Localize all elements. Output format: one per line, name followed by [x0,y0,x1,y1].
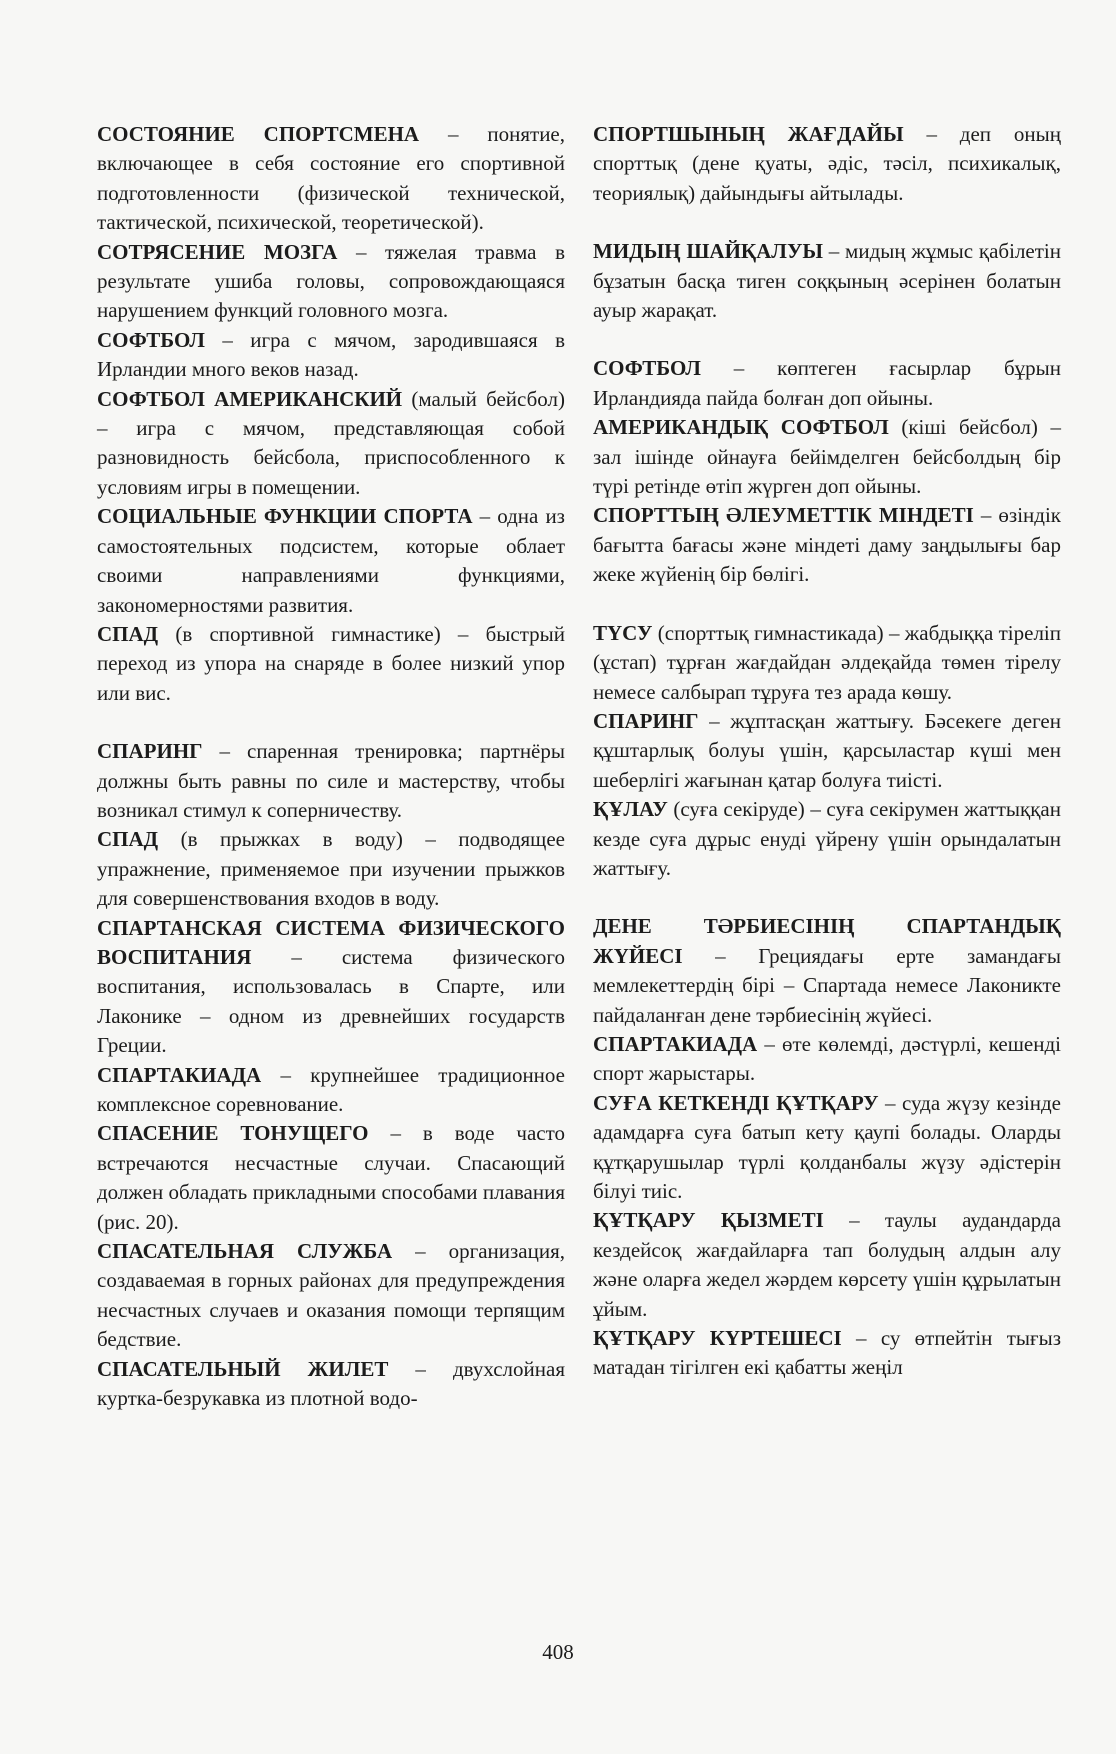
kazakh-column [593,120,1061,1383]
ru-definition: – игра с мячом, зародившаяся в Ирландии много веков назад. [97,327,565,382]
ru-term: СПАСЕНИЕ ТОНУЩЕГО [97,1121,369,1146]
ru-definition: – одна из самостоятельных подсистем, которые облает своими направлениями функциями, закономерностями развития. [97,504,565,617]
kz-term: МИДЫҢ ШАЙҚАЛУЫ [593,239,823,264]
ru-term: СОФТБОЛ [97,327,205,352]
kz-definition: – мидың жұмыс қабілетін бұзатын басқа тиген соққының әсерінен болатын ауыр жарақат. [593,239,1061,323]
kz-entry [593,1206,1061,1324]
kz-term: СПОРТТЫҢ ӘЛЕУМЕТТІК МІНДЕТІ [593,503,974,528]
ru-entry [97,1061,565,1120]
kz-definition: – суда жүзу кезінде адамдарға суға батып кету қаупі болады. Оларды құтқарушылар түрлі қолданбалы жүзу әдістерін білуі тиіс. [593,1090,1061,1203]
kz-definition: – таулы аудандарда кездейсоқ жағдайларға тап болудың алдын алу және оларға жедел жәрдем көрсету үшін құрылатын ұйым. [593,1208,1062,1321]
ru-term: СОФТБОЛ АМЕРИКАНСКИЙ [97,386,403,411]
ru-term: СПАРИНГ [97,739,203,764]
ru-definition: – тяжелая травма в результате ушиба головы, сопровождающаяся нарушением функций головного мозга. [97,239,565,323]
ru-entry [97,1355,565,1414]
kz-definition: – Грециядағы ерте замандағы мемлекеттердің бірі – Спартада немесе Лаконикте пайдаланған дене тәрбиесінің жүйесі. [593,943,1061,1027]
ru-definition: – в воде часто встречаются несчастные случаи. Спасающий должен обладать прикладными способами плавания (рис. 20). [97,1121,565,1234]
kz-entry [593,1324,1061,1383]
ru-definition: – крупнейшее традиционное комплексное соревнование. [97,1062,565,1116]
ru-definition: – двухслойная куртка-безрукавка из плотной водо- [97,1356,565,1411]
kz-definition: – су өтпейтін тығыз матадан тігілген екі қабатты жеңіл [593,1326,1062,1380]
ru-term: СОСТОЯНИЕ СПОРТСМЕНА [97,122,420,146]
kz-term: ДЕНЕ ТӘРБИЕСІНІҢ СПАРТАНДЫҚ ЖҮЙЕСІ [593,914,1061,968]
spacer [593,590,1061,619]
kz-definition: – көптеген ғасырлар бұрын Ирландияда пайда болған доп ойыны. [593,356,1061,410]
kz-entry [593,1030,1061,1089]
kz-term: СПОРТШЫНЫҢ ЖАҒДАЙЫ [593,122,904,146]
spacer [97,708,565,737]
kz-term: ҚҰТҚАРУ ҚЫЗМЕТІ [593,1208,824,1233]
kz-term: СОФТБОЛ [593,356,701,381]
kz-definition: – деп оның спорттық (дене қуаты, әдіс, тәсіл, психикалық, теориялық) дайындығы айтылады. [593,122,1061,205]
ru-term: СПАРТАНСКАЯ СИСТЕМА ФИЗИЧЕСКОГО ВОСПИТАНИЯ [97,915,565,969]
kz-definition: (кіші бейсбол) – зал ішінде ойнауға бейімделген бейсболдың бір түрі ретінде өтіп жүрген доп ойыны. [593,415,1061,499]
kz-entry [593,912,1061,1030]
ru-definition: (малый бейсбол) – игра с мячом, представляющая собой разновидность бейсбола, приспособленного к условиям игры в помещении. [97,386,565,499]
ru-term: СПАРТАКИАДА [97,1062,262,1087]
kz-definition: (спорттық гимнастикада) – жабдыққа тіреліп (ұстап) тұрған жағдайдан әлдеқайда төмен тірелу немесе салбырап тұруға тез арада көшу. [593,620,1061,704]
ru-term: СОЦИАЛЬНЫЕ ФУНКЦИИ СПОРТА [97,504,473,529]
kz-term: СПАРИНГ [593,708,699,733]
ru-entry [97,326,565,385]
ru-term: СПАД [97,621,159,646]
kz-entry [593,501,1061,589]
kz-entry [593,1089,1061,1207]
ru-definition: (в спортивной гимнастике) – быстрый переход из упора на снаряде в более низкий упор или вис. [97,621,565,705]
kz-entry [593,413,1061,501]
kz-entry [593,237,1061,325]
ru-term: СОТРЯСЕНИЕ МОЗГА [97,239,338,264]
ru-definition: – спаренная тренировка; партнёры должны быть равны по силе и мастерству, чтобы возникал стимул к соперничеству. [97,739,565,822]
ru-entry [97,914,565,1061]
ru-term: СПАД [97,827,159,852]
ru-entry [97,238,565,326]
kz-term: ТҮСУ [593,620,653,645]
ru-definition: – понятие, включающее в себя состояние его спортивной подготовленности (физической технической, тактической, психической, теоретической). [97,122,565,235]
ru-entry [97,120,565,238]
ru-entry [97,1237,565,1355]
kz-entry [593,354,1061,413]
ru-entry [97,737,565,825]
kz-entry [593,120,1061,208]
ru-term: СПАСАТЕЛЬНЫЙ ЖИЛЕТ [97,1356,389,1381]
page-number: 408 [542,1640,574,1664]
kz-entry [593,707,1061,795]
kz-definition: – өте көлемді, дәстүрлі, кешенді спорт жарыстары. [593,1031,1061,1086]
spacer [593,883,1061,912]
ru-definition: – организация, создаваемая в горных районах для предупреждения несчастных случаев и оказания помощи терпящим бедствие. [97,1239,565,1352]
russian-column [97,120,565,1413]
kz-definition: – жұптасқан жаттығу. Бәсекеге деген құштарлық болуы үшін, қарсыластар күші мен шеберлігі жағынан қатар болуға тиісті. [593,708,1061,792]
kz-term: СПАРТАКИАДА [593,1031,758,1056]
ru-entry [97,620,565,708]
kz-entry [593,619,1061,707]
kz-definition: – өзіндік бағытта бағасы және міндеті даму заңдылығы бар жеке жүйенің бір бөлігі. [593,503,1062,587]
ru-entry [97,825,565,913]
spacer [593,208,1061,237]
ru-entry [97,502,565,620]
kz-term: ҚҰЛАУ [593,797,668,822]
ru-entry [97,1119,565,1237]
kz-term: ҚҰТҚАРУ КҮРТЕШЕСІ [593,1326,842,1351]
ru-definition: – система физического воспитания, использовалась в Спарте, или Лаконике – одном из древнейших государств Греции. [97,944,565,1058]
spacer [593,325,1061,354]
kz-entry [593,795,1061,883]
ru-definition: (в прыжках в воду) – подводящее упражнение, применяемое при изучении прыжков для совершенствования входов в воду. [97,827,565,911]
ru-term: СПАСАТЕЛЬНАЯ СЛУЖБА [97,1239,393,1264]
kz-term: АМЕРИКАНДЫҚ СОФТБОЛ [593,415,889,440]
kz-definition: (суға секіруде) – суға секірумен жаттыққан кезде суға дұрыс енуді үйрену үшін орындалатын жаттығу. [593,797,1061,880]
ru-entry [97,385,565,503]
kz-term: СУҒА КЕТКЕНДІ ҚҰТҚАРУ [593,1090,879,1115]
